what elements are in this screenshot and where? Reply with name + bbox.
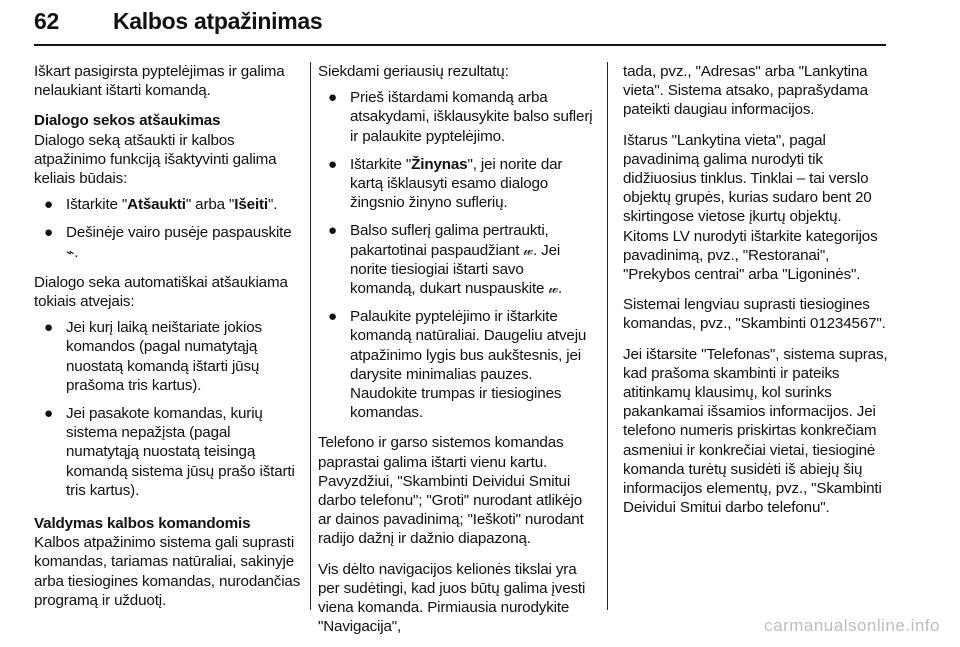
bullet-icon: ● bbox=[328, 222, 338, 240]
column-divider bbox=[607, 62, 608, 610]
bullet-icon: ● bbox=[44, 319, 54, 337]
column-2 bbox=[318, 62, 593, 647]
list-item: ● Jei kurį laiką neištariate jokios komandos (pagal numatytąją nuostatą komandą ištarti jūsų prašoma tris kartus). bbox=[44, 319, 262, 394]
control-heading: Valdymas kalbos komandomis bbox=[34, 515, 251, 533]
intro-paragraph: Iškart pasigirsta pyptelėjimas ir galima nelaukiant ištarti komandą. bbox=[34, 63, 285, 100]
body-paragraph: tada, pvz., "Adresas" arba "Lankytina vieta". Sistema atsako, paprašydama pateikti daugiau informacijos. bbox=[623, 63, 868, 119]
list-item: ● Ištarkite "Žinynas", jei norite dar kartą išklausyti esamo dialogo žingsnio žinyno suflerių. bbox=[328, 155, 563, 212]
cancel-paragraph: Dialogo seką atšaukti ir kalbos atpažinimo funkciją išaktyvinti galima keliais būdais: bbox=[34, 131, 277, 188]
auto-cancel-list bbox=[34, 318, 302, 500]
bullet-icon: ● bbox=[328, 155, 338, 173]
list-item: ● Prieš ištardami komandą arba atsakydami, išklausykite balso suflerį ir palaukite pyptelėjimo. bbox=[328, 89, 593, 145]
body-paragraph: Ištarus "Lankytina vieta", pagal pavadinimą galima nurodyti tik didžiuosius tinklus. Tinklai – tai verslo objektų grupės, kurias sudaro bent 20 skirtingose vietose įkurtų objektų. Kitoms LV nurodyti ištarkite kategorijos pavadinimą, pvz., "Restoranai", "Prekybos centrai" arba "Ligoninės". bbox=[623, 131, 878, 284]
bullet-icon: ● bbox=[44, 405, 54, 423]
command-help: Žinynas bbox=[411, 155, 468, 173]
voice-button-icon: 𝓌 bbox=[523, 241, 533, 258]
best-results-paragraph: Siekdami geriausių rezultatų: bbox=[318, 63, 509, 80]
bullet-icon: ● bbox=[328, 308, 338, 326]
bullet-icon: ● bbox=[44, 224, 54, 242]
bullet-icon: ● bbox=[44, 196, 54, 214]
list-item: ● Ištarkite "Atšaukti" arba "Išeiti". bbox=[44, 196, 278, 214]
voice-button-icon: 𝓌 bbox=[548, 280, 558, 297]
command-cancel: Atšaukti bbox=[127, 196, 186, 214]
body-paragraph: Sistemai lengviau suprasti tiesiogines komandas, pvz., "Skambinti 01234567". bbox=[623, 296, 886, 333]
body-paragraph: Telefono ir garso sistemos komandas paprastai galima ištarti vienu kartu. Pavyzdžiui, "Skambinti Deividui Smitui darbo telefonu"; "Groti" nurodant atlikėjo ar dainos pavadinimą; "Ieškoti" nurodant radijo dažnį ir dažnio diapazoną. bbox=[318, 434, 584, 548]
page-title: Kalbos atpažinimas bbox=[113, 8, 323, 34]
column-divider bbox=[310, 62, 311, 610]
control-paragraph: Kalbos atpažinimo sistema gali suprasti komandas, tariamas natūraliai, sakinyje arba tiesiogines komandas, nurodančias programą ir užduotį. bbox=[34, 534, 301, 609]
command-exit: Išeiti bbox=[234, 196, 269, 214]
body-paragraph: Jei ištarsite "Telefonas", sistema supras, kad prašoma skambinti ir pateiks atitinkamų klausimų, kol surinks pakankamai išsamios informacijos. Jei telefono numeris priskirtas konkrečiam asmeniui ir konkrečiai vietai, tiesioginė komanda turėtų susidėti iš abiejų šių informacijos elementų, pvz., "Skambinti Deividui Smitui darbo telefonu". bbox=[623, 345, 888, 517]
list-item: ● Jei pasakote komandas, kurių sistema nepažįsta (pagal numatytąją nuostatą teisingą komandą sistema jūsų prašo ištarti tris kartus). bbox=[44, 405, 295, 499]
list-item: ● Palaukite pyptelėjimo ir ištarkite komandą natūraliai. Daugeliu atveju atpažinimo lygis bus aukštesnis, jei darysite minimalias pauzes. Naudokite trumpas ir tiesiogines komandas. bbox=[328, 308, 587, 422]
cancel-list bbox=[34, 195, 302, 262]
page-header bbox=[34, 6, 886, 46]
list-item: ● Balso suflerį galima pertraukti, pakartotinai paspaudžiant 𝓌. Jei norite tiesiogiai ištarti savo komandą, dukart nuspauskite 𝓌. bbox=[328, 222, 563, 298]
column-1 bbox=[34, 62, 302, 621]
body-paragraph: Vis dėlto navigacijos kelionės tikslai yra per sudėtingi, kad juos būtų galima įvesti viena komanda. Pirmiausia nurodykite "Navigacija", bbox=[318, 560, 586, 636]
bullet-icon: ● bbox=[328, 89, 338, 107]
auto-cancel-paragraph: Dialogo seka automatiškai atšaukiama tokiais atvejais: bbox=[34, 273, 288, 311]
best-results-list bbox=[318, 88, 593, 422]
hang-up-icon: ⌁ bbox=[66, 243, 75, 260]
page-number: 62 bbox=[34, 8, 59, 34]
column-3 bbox=[623, 62, 891, 528]
list-item: ● Dešinėje vairo pusėje paspauskite ⌁. bbox=[44, 224, 292, 261]
cancel-heading: Dialogo sekos atšaukimas bbox=[34, 112, 221, 130]
watermark: carmanualsonline.info bbox=[764, 616, 940, 635]
